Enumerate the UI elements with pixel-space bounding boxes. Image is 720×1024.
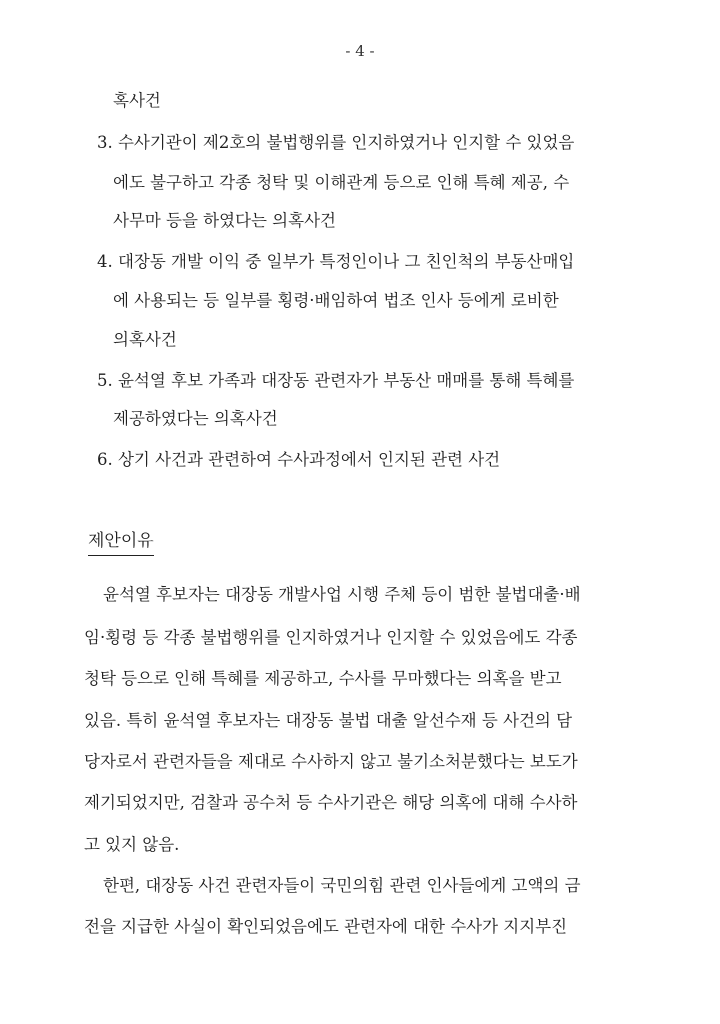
list-item-5-line-2: 제공하였다는 의혹사건 <box>113 409 278 428</box>
body-line: 청탁 등으로 인해 특혜를 제공하고, 수사를 무마했다는 의혹을 받고 <box>84 669 562 688</box>
list-item-4: 4. 대장동 개발 이익 중 일부가 특정인이나 그 친인척의 부동산매입 <box>97 252 575 271</box>
body-line: 한편, 대장동 사건 관련자들이 국민의힘 관련 인사들에게 고액의 금 <box>103 876 581 895</box>
list-item-3: 3. 수사기관이 제2호의 불법행위를 인지하였거나 인지할 수 있었음 <box>97 133 575 152</box>
body-line: 있음. 특히 윤석열 후보자는 대장동 불법 대출 알선수재 등 사건의 담 <box>84 711 573 730</box>
list-item-6: 6. 상기 사건과 관련하여 수사과정에서 인지된 관련 사건 <box>97 450 501 469</box>
list-item-5: 5. 윤석열 후보 가족과 대장동 관련자가 부동산 매매를 통해 특혜를 <box>97 371 575 390</box>
list-item-3-line-3: 사무마 등을 하였다는 의혹사건 <box>113 211 336 230</box>
body-line: 윤석열 후보자는 대장동 개발사업 시행 주체 등이 범한 불법대출·배 <box>103 585 581 604</box>
page-number: - 4 - <box>345 42 375 60</box>
list-item-4-line-3: 의혹사건 <box>113 330 177 349</box>
body-line: 전을 지급한 사실이 확인되었음에도 관련자에 대한 수사가 지지부진 <box>84 917 568 936</box>
body-line: 고 있지 않음. <box>84 835 180 854</box>
list-item-4-line-2: 에 사용되는 등 일부를 횡령·배임하여 법조 인사 등에게 로비한 <box>113 291 559 310</box>
list-line-continuation: 혹사건 <box>113 91 161 110</box>
body-line: 당자로서 관련자들을 제대로 수사하지 않고 불기소처분했다는 보도가 <box>84 752 578 771</box>
body-line: 제기되었지만, 검찰과 공수처 등 수사기관은 해당 의혹에 대해 수사하 <box>84 793 578 812</box>
list-item-3-line-2: 에도 불구하고 각종 청탁 및 이해관계 등으로 인해 특혜 제공, 수 <box>113 173 570 192</box>
body-line: 임·횡령 등 각종 불법행위를 인지하였거나 인지할 수 있었음에도 각종 <box>84 628 578 647</box>
section-heading: 제안이유 <box>88 530 154 556</box>
